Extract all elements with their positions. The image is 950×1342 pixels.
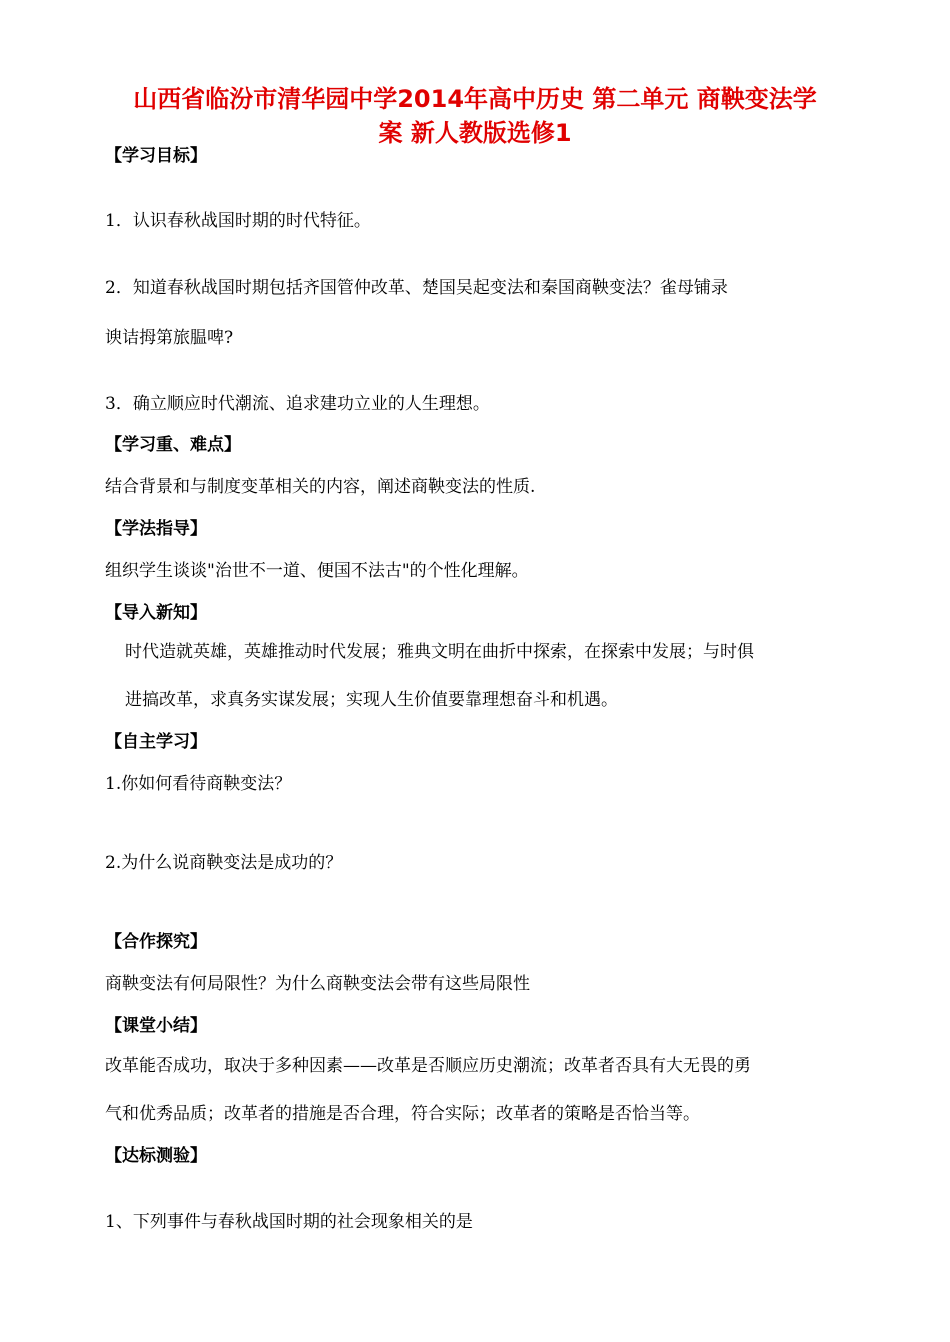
self-study-question-2: 2.为什么说商鞅变法是成功的？ (105, 853, 343, 873)
heading-test: 【达标测验】 (105, 1146, 207, 1166)
heading-objectives: 【学习目标】 (105, 146, 207, 166)
objective-item-3: 3．确立顺应时代潮流、追求建功立业的人生理想。 (105, 394, 490, 414)
intro-line-2: 进搞改革，求真务实谋发展；实现人生价值要靠理想奋斗和机遇。 (125, 690, 618, 710)
cooperation-text: 商鞅变法有何局限性？为什么商鞅变法会带有这些局限性 (105, 974, 530, 994)
test-question-1: 1、下列事件与春秋战国时期的社会现象相关的是 (105, 1212, 473, 1232)
document-title (90, 82, 860, 150)
title-line-1: 山西省临汾市清华园中学2014年高中历史 第二单元 商鞅变法学 (133, 85, 817, 113)
summary-line-2: 气和优秀品质；改革者的措施是否合理，符合实际；改革者的策略是否恰当等。 (105, 1104, 700, 1124)
objective-item-2-line-2: 谀诘拇第旅腽啤? (105, 328, 234, 348)
objective-item-2-line-1: 2．知道春秋战国时期包括齐国管仲改革、楚国吴起变法和秦国商鞅变法？雀母铺录 (105, 278, 728, 298)
heading-key-points: 【学习重、难点】 (105, 435, 241, 455)
intro-line-1: 时代造就英雄，英雄推动时代发展；雅典文明在曲折中探索，在探索中发展；与时俱 (125, 642, 754, 662)
key-points-text: 结合背景和与制度变革相关的内容，阐述商鞅变法的性质. (105, 477, 536, 497)
heading-method: 【学法指导】 (105, 519, 207, 539)
heading-intro: 【导入新知】 (105, 603, 207, 623)
self-study-question-1: 1.你如何看待商鞅变法？ (105, 774, 292, 794)
objective-item-1: 1．认识春秋战国时期的时代特征。 (105, 211, 371, 231)
summary-line-1: 改革能否成功，取决于多种因素——改革是否顺应历史潮流；改革者否具有大无畏的勇 (105, 1056, 751, 1076)
heading-self-study: 【自主学习】 (105, 732, 207, 752)
title-line-2: 案 新人教版选修1 (378, 119, 572, 147)
heading-summary: 【课堂小结】 (105, 1016, 207, 1036)
heading-cooperation: 【合作探究】 (105, 932, 207, 952)
method-text: 组织学生谈谈"治世不一道、便国不法古"的个性化理解。 (105, 561, 529, 581)
